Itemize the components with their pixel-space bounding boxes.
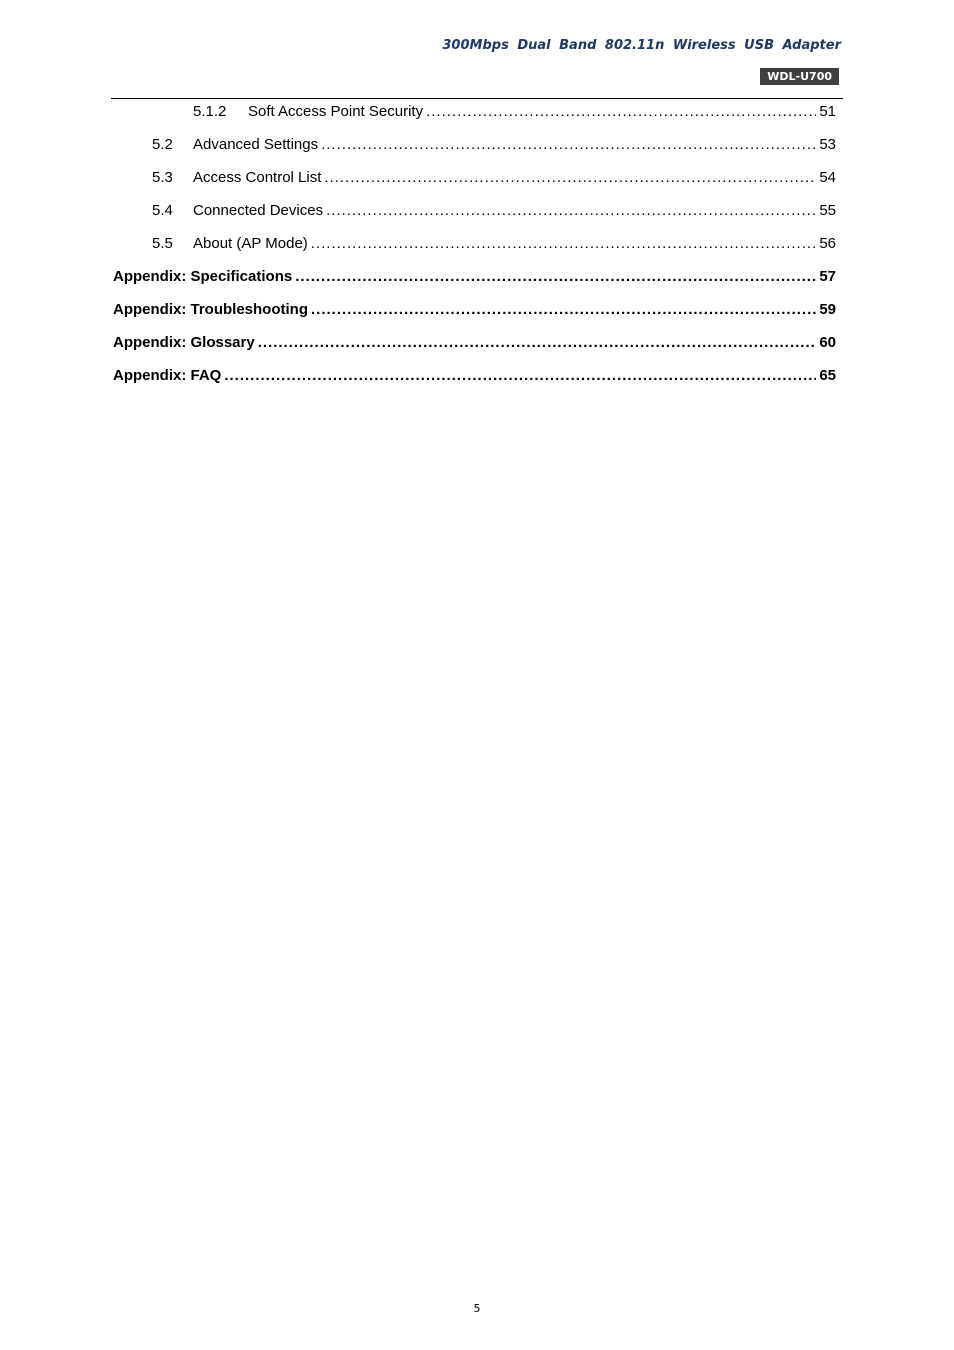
toc-entry-page: 65 bbox=[819, 367, 836, 384]
header-product-title: 300Mbps Dual Band 802.11n Wireless USB Adapter bbox=[442, 38, 841, 53]
toc-entry-number: 5.4 bbox=[152, 202, 173, 219]
toc-entry-title: Soft Access Point Security bbox=[248, 103, 424, 120]
toc-entry-number: 5.1.2 bbox=[193, 103, 227, 120]
toc-entry-number: 5.3 bbox=[152, 169, 173, 186]
toc-entry-title: Advanced Settings bbox=[193, 136, 319, 153]
toc-entry-title: Appendix: Troubleshooting bbox=[113, 301, 308, 318]
toc-entry-page: 56 bbox=[819, 235, 836, 252]
toc-entry[interactable] bbox=[113, 300, 836, 320]
toc-leader-dots bbox=[295, 267, 816, 287]
toc-entry-title: Appendix: Glossary bbox=[113, 334, 255, 351]
toc-entry-page: 57 bbox=[819, 268, 836, 285]
toc-entry-title: Access Control List bbox=[193, 169, 322, 186]
toc-leader-dots bbox=[426, 102, 816, 122]
page-number: 5 bbox=[473, 1302, 481, 1315]
toc-leader-dots bbox=[311, 300, 816, 320]
toc-leader-dots bbox=[321, 135, 816, 155]
toc-entry[interactable] bbox=[152, 201, 836, 221]
toc-entry[interactable] bbox=[152, 168, 836, 188]
toc-entry[interactable] bbox=[152, 135, 836, 155]
toc-entry-page: 59 bbox=[819, 301, 836, 318]
toc-entry-title: Appendix: Specifications bbox=[113, 268, 293, 285]
toc-leader-dots bbox=[326, 201, 816, 221]
toc-entry[interactable] bbox=[193, 102, 836, 122]
toc-entry-page: 54 bbox=[819, 169, 836, 186]
toc-entry[interactable] bbox=[113, 366, 836, 386]
toc-leader-dots bbox=[258, 333, 817, 353]
toc-entry-number: 5.2 bbox=[152, 136, 173, 153]
toc-entry-title: Connected Devices bbox=[193, 202, 324, 219]
model-badge: WDL-U700 bbox=[760, 68, 839, 85]
toc-leader-dots bbox=[224, 366, 816, 386]
toc-entry-number: 5.5 bbox=[152, 235, 173, 252]
toc-leader-dots bbox=[311, 234, 817, 254]
header-divider bbox=[111, 98, 843, 99]
toc-entry[interactable] bbox=[113, 267, 836, 287]
toc-entry-page: 53 bbox=[819, 136, 836, 153]
toc-entry[interactable] bbox=[152, 234, 836, 254]
toc-entry-title: About (AP Mode) bbox=[193, 235, 308, 252]
toc-entry-page: 60 bbox=[819, 334, 836, 351]
toc-entry-page: 55 bbox=[819, 202, 836, 219]
toc-entry-title: Appendix: FAQ bbox=[113, 367, 222, 384]
toc-entry-page: 51 bbox=[819, 103, 836, 120]
toc-entry[interactable] bbox=[113, 333, 836, 353]
toc-leader-dots bbox=[324, 168, 816, 188]
